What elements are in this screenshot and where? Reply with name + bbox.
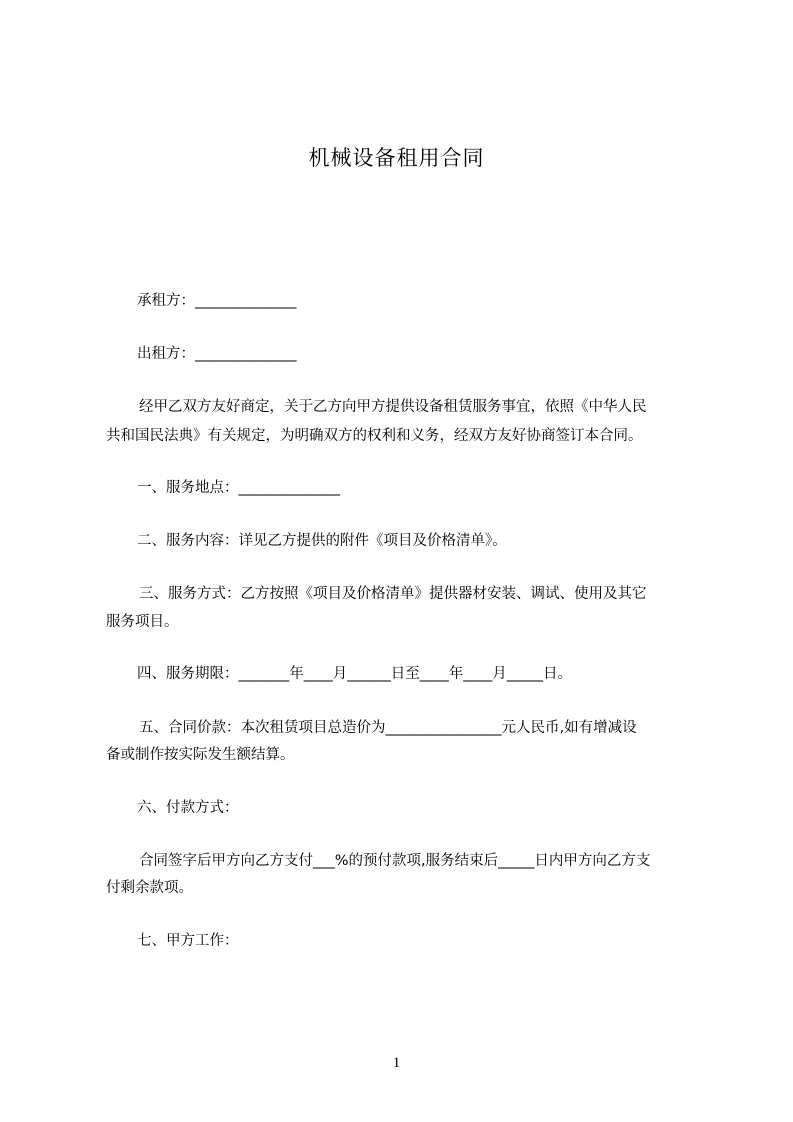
clause-service-location: 一、服务地点：______________	[137, 480, 340, 496]
clause-service-method-line-1: 三、服务方式：乙方按照《项目及价格清单》提供器材安装、调试、使用及其它	[139, 586, 647, 602]
clause-service-content: 二、服务内容：详见乙方提供的附件《项目及价格清单》。	[137, 533, 507, 549]
payment-terms-line-2: 付剩余款项。	[106, 880, 193, 896]
page-title: 机械设备租用合同	[308, 146, 485, 170]
clause-party-a-work: 七、甲方工作：	[137, 933, 239, 949]
clause-payment-method: 六、付款方式：	[137, 800, 239, 816]
preamble-line-2: 共和国民法典》有关规定，为明确双方的权利和义务，经双方友好协商签订本合同。	[106, 428, 643, 444]
preamble-line-1: 经甲乙双方友好商定，关于乙方向甲方提供设备租赁服务事宜，依照《中华人民	[139, 399, 647, 415]
clause-contract-price-line-1: 五、合同价款：本次租赁项目总造价为________________元人民币,如有增减设	[139, 720, 637, 736]
clause-contract-price-line-2: 备或制作按实际发生额结算。	[106, 747, 295, 763]
clause-service-period: 四、服务期限：_______年____月______日至____年____月_____日。	[137, 666, 572, 682]
page-number: 1	[392, 1055, 401, 1071]
payment-terms-line-1: 合同签字后甲方向乙方支付___%的预付款项,服务结束后_____日内甲方向乙方支	[139, 853, 651, 869]
lessee-field: 承租方：______________	[137, 293, 297, 309]
lessor-field: 出租方：______________	[137, 346, 297, 362]
clause-service-method-line-2: 服务项目。	[106, 614, 179, 630]
